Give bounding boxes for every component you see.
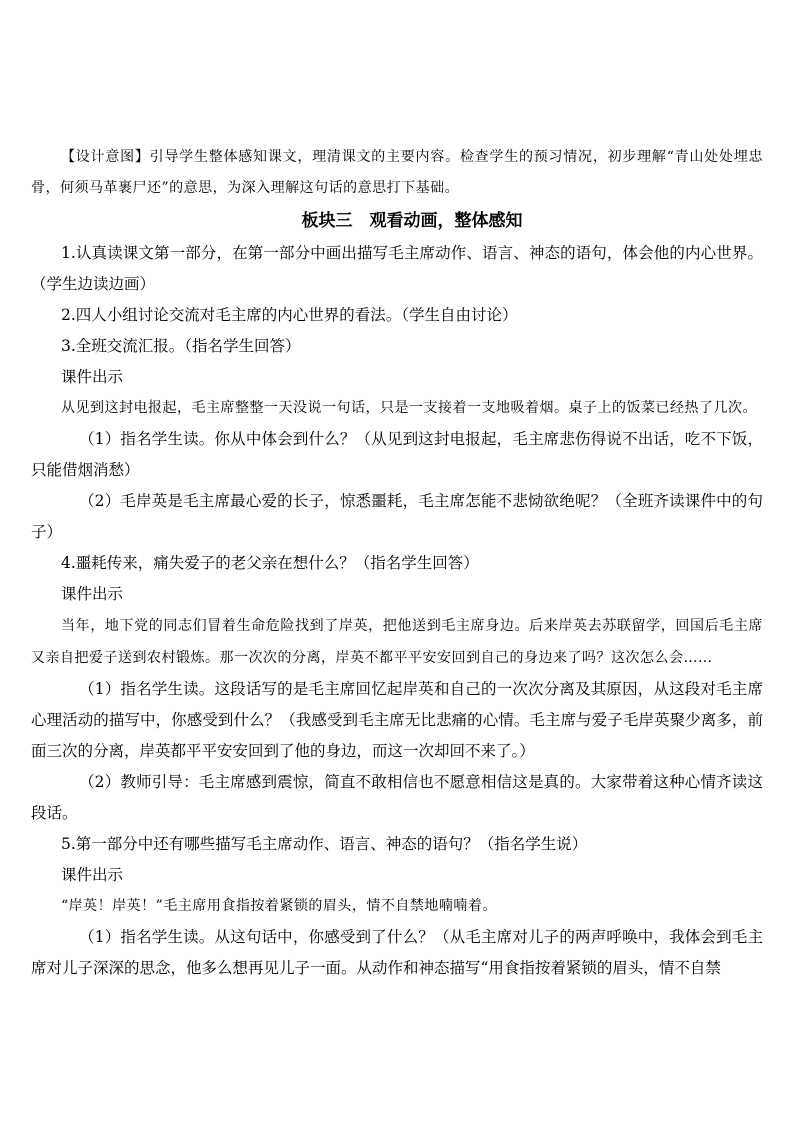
- courseware-quote-1: 从见到这封电报起，毛主席整整一天没说一句话，只是一支接着一支地吸着烟。桌子上的饭菜已经热了几次。: [61, 400, 757, 416]
- step-5: 5.第一部分中还有哪些描写毛主席动作、语言、神态的语句？（指名学生说）: [61, 835, 588, 853]
- courseware-label-3: 课件出示: [61, 866, 124, 884]
- step-3-sub-2: （2）毛岸英是毛主席最心爱的长子，惊悉噩耗，毛主席怎能不悲恸欲绝呢？（全班齐读课件中的句子）: [31, 492, 763, 541]
- step-3: 3.全班交流汇报。（指名学生回答）: [61, 337, 301, 355]
- step-3-sub-1: （1）指名学生读。你从中体会到什么？（从见到这封电报起，毛主席悲伤得说不出话，吃不下饭，只能借烟消愁）: [31, 430, 763, 479]
- step-4-sub-2: （2）教师引导：毛主席感到震惊，简直不敢相信也不愿意相信这是真的。大家带着这种心情齐读这段话。: [31, 773, 763, 822]
- step-4: 4.噩耗传来，痛失爱子的老父亲在想什么？（指名学生回答）: [61, 554, 479, 572]
- step-1: 1.认真读课文第一部分，在第一部分中画出描写毛主席动作、语言、神态的语句，体会他的内心世界。（学生边读边画）: [31, 244, 763, 293]
- document-page: [31, 142, 763, 984]
- step-4-sub-1: （1）指名学生读。这段话写的是毛主席回忆起岸英和自己的一次次分离及其原因，从这段对毛主席心理活动的描写中，你感受到什么？（我感受到毛主席无比悲痛的心情。毛主席与爱子毛岸英聚少离多，前面三次的分离，岸英都平平安安回到了他的身边，而这一次却回不来了。）: [31, 680, 763, 760]
- step-5-sub-1: （1）指名学生读。从这句话中，你感受到了什么？（从毛主席对儿子的两声呼唤中，我体会到毛主席对儿子深深的思念，他多么想再见儿子一面。从动作和神态描写“用食指按着紧锁的眉头，情不自禁: [31, 928, 763, 977]
- design-intent-paragraph: 【设计意图】引导学生整体感知课文，理清课文的主要内容。检查学生的预习情况，初步理解“青山处处埋忠骨，何须马革裹尸还”的意思，为深入理解这句话的意思打下基础。: [31, 149, 763, 196]
- courseware-quote-2: 当年，地下党的同志们冒着生命危险找到了岸英，把他送到毛主席身边。后来岸英去苏联留学，回国后毛主席又亲自把爱子送到农村锻炼。那一次次的分离，岸英不都平平安安回到自己的身边来了吗？这次怎么会……: [31, 618, 763, 666]
- courseware-label-1: 课件出示: [61, 368, 124, 386]
- courseware-label-2: 课件出示: [61, 585, 124, 603]
- section-heading: 板块三 观看动画，整体感知: [301, 211, 523, 231]
- step-2: 2.四人小组讨论交流对毛主席的内心世界的看法。（学生自由讨论）: [61, 306, 518, 324]
- courseware-quote-3: “岸英！岸英！”毛主席用食指按着紧锁的眉头，情不自禁地喃喃着。: [61, 898, 497, 914]
